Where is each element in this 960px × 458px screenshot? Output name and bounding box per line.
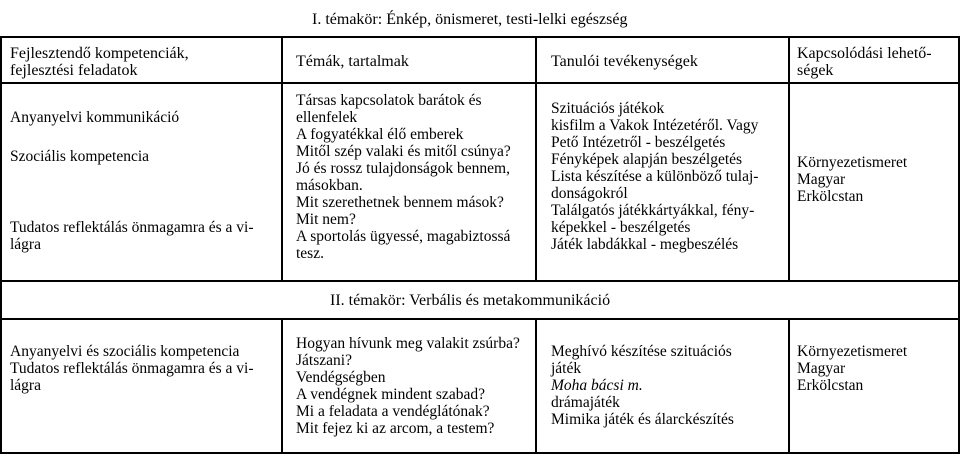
activity-line: Lista készítése a különböző tulaj-: [551, 168, 759, 185]
section1-bottom-border: [0, 280, 960, 282]
section2-topic-line: A vendégnek mindent szabad?: [296, 386, 485, 403]
section1-title: I. témakör: Énkép, önismeret, testi-lelki egészség: [312, 11, 628, 28]
activity-line: kisfilm a Vakok Intézetéről. Vagy: [551, 117, 759, 134]
table-border-left: [0, 36, 2, 454]
col-divider-2b: [535, 318, 537, 454]
col-divider-3: [788, 36, 790, 282]
section2-competency-line: lágra: [10, 377, 41, 394]
section2-activity-line: játék: [551, 360, 582, 377]
topic-line: Mitől szép valaki és mitől csúnya?: [296, 143, 511, 160]
topic-line: Mit szerethetnek bennem mások?: [296, 194, 504, 211]
connections-list: [797, 154, 907, 205]
section2-activity-line: Mimika játék és álarckészítés: [551, 411, 734, 428]
topic-line: Jó és rossz tulajdonságok bennem,: [296, 160, 510, 177]
section2-activity-line: Meghívó készítése szituációs: [551, 343, 732, 360]
header-competencies-line: Fejlesztendő kompetenciák,: [10, 45, 189, 62]
section2-connection-line: Erkölcstan: [797, 377, 864, 394]
section2-topics: [296, 335, 520, 437]
header-competencies-line: fejlesztési feladatok: [10, 62, 138, 79]
topic-line: tesz.: [296, 245, 324, 262]
activity-line: Játék labdákkal - megbeszélés: [551, 236, 739, 253]
connection-line: Környezetismeret: [797, 154, 908, 171]
section2-connections: [797, 343, 907, 394]
section2-competency-line: Anyanyelvi és szociális kompetencia: [10, 343, 240, 360]
header-row-divider: [0, 82, 960, 84]
table-border-bottom: [0, 452, 960, 454]
header-activities: Tanulói tevékenységek: [551, 53, 698, 70]
section2-topic-line: Hogyan hívunk meg valakit zsúrba?: [296, 335, 520, 352]
header-topics: Témák, tartalmak: [296, 53, 409, 70]
col-divider-2: [535, 36, 537, 282]
competency-reflection: [10, 219, 253, 253]
activity-line: Szituációs játékok: [551, 100, 665, 117]
competency-reflection-line: lágra: [10, 236, 41, 253]
section2-competencies: [10, 343, 253, 394]
competency-reflection-line: Tudatos reflektálás önmagamra és a vi-: [10, 219, 254, 236]
topic-line: másokban.: [296, 177, 363, 194]
section2-activities: [551, 343, 734, 428]
topics-list: [296, 92, 511, 262]
header-connections: [797, 45, 932, 79]
header-connections-line: Kapcsolódási lehető-: [797, 45, 932, 62]
topic-line: Társas kapcsolatok barátok és: [296, 92, 482, 109]
col-divider-1: [281, 36, 283, 282]
activities-list: [551, 100, 758, 253]
topic-line: A fogyatékkal élő emberek: [296, 126, 464, 143]
topic-line: Mit nem?: [296, 211, 356, 228]
activity-line: Pető Intézetről - beszélgetés: [551, 134, 726, 151]
section2-topic-line: Vendégségben: [296, 369, 386, 386]
section2-topic-line: Játszani?: [296, 352, 352, 369]
section2-topic-line: Mi a feladata a vendéglátónak?: [296, 403, 490, 420]
col-divider-3b: [788, 318, 790, 454]
activity-line: donságokról: [551, 185, 628, 202]
section2-competency-line: Tudatos reflektálás önmagamra és a vi-: [10, 360, 254, 377]
activity-line: képekkel - beszélgetés: [551, 219, 691, 236]
competency-social: Szociális kompetencia: [10, 148, 150, 165]
activity-line: Fényképek alapján beszélgetés: [551, 151, 743, 168]
section2-activity-line: drámajáték: [551, 394, 620, 411]
competency-communication: Anyanyelvi kommunikáció: [10, 109, 180, 126]
section2-title: II. témakör: Verbális és metakommunikáció: [330, 292, 611, 309]
section2-connection-line: Magyar: [797, 360, 846, 377]
section2-topic-line: Mit fejez ki az arcom, a testem?: [296, 420, 495, 437]
header-competencies: [10, 45, 189, 79]
section2-activity-line: Moha bácsi m.: [551, 377, 643, 394]
table-border-top: [0, 36, 960, 38]
section2-connection-line: Környezetismeret: [797, 343, 908, 360]
header-connections-line: ségek: [797, 62, 834, 79]
connection-line: Magyar: [797, 171, 846, 188]
topic-line: A sportolás ügyessé, magabiztossá: [296, 228, 511, 245]
connection-line: Erkölcstan: [797, 188, 864, 205]
section2-title-divider: [0, 318, 960, 320]
activity-line: Találgatós játékkártyákkal, fény-: [551, 202, 755, 219]
col-divider-1b: [281, 318, 283, 454]
topic-line: ellenfelek: [296, 109, 358, 126]
